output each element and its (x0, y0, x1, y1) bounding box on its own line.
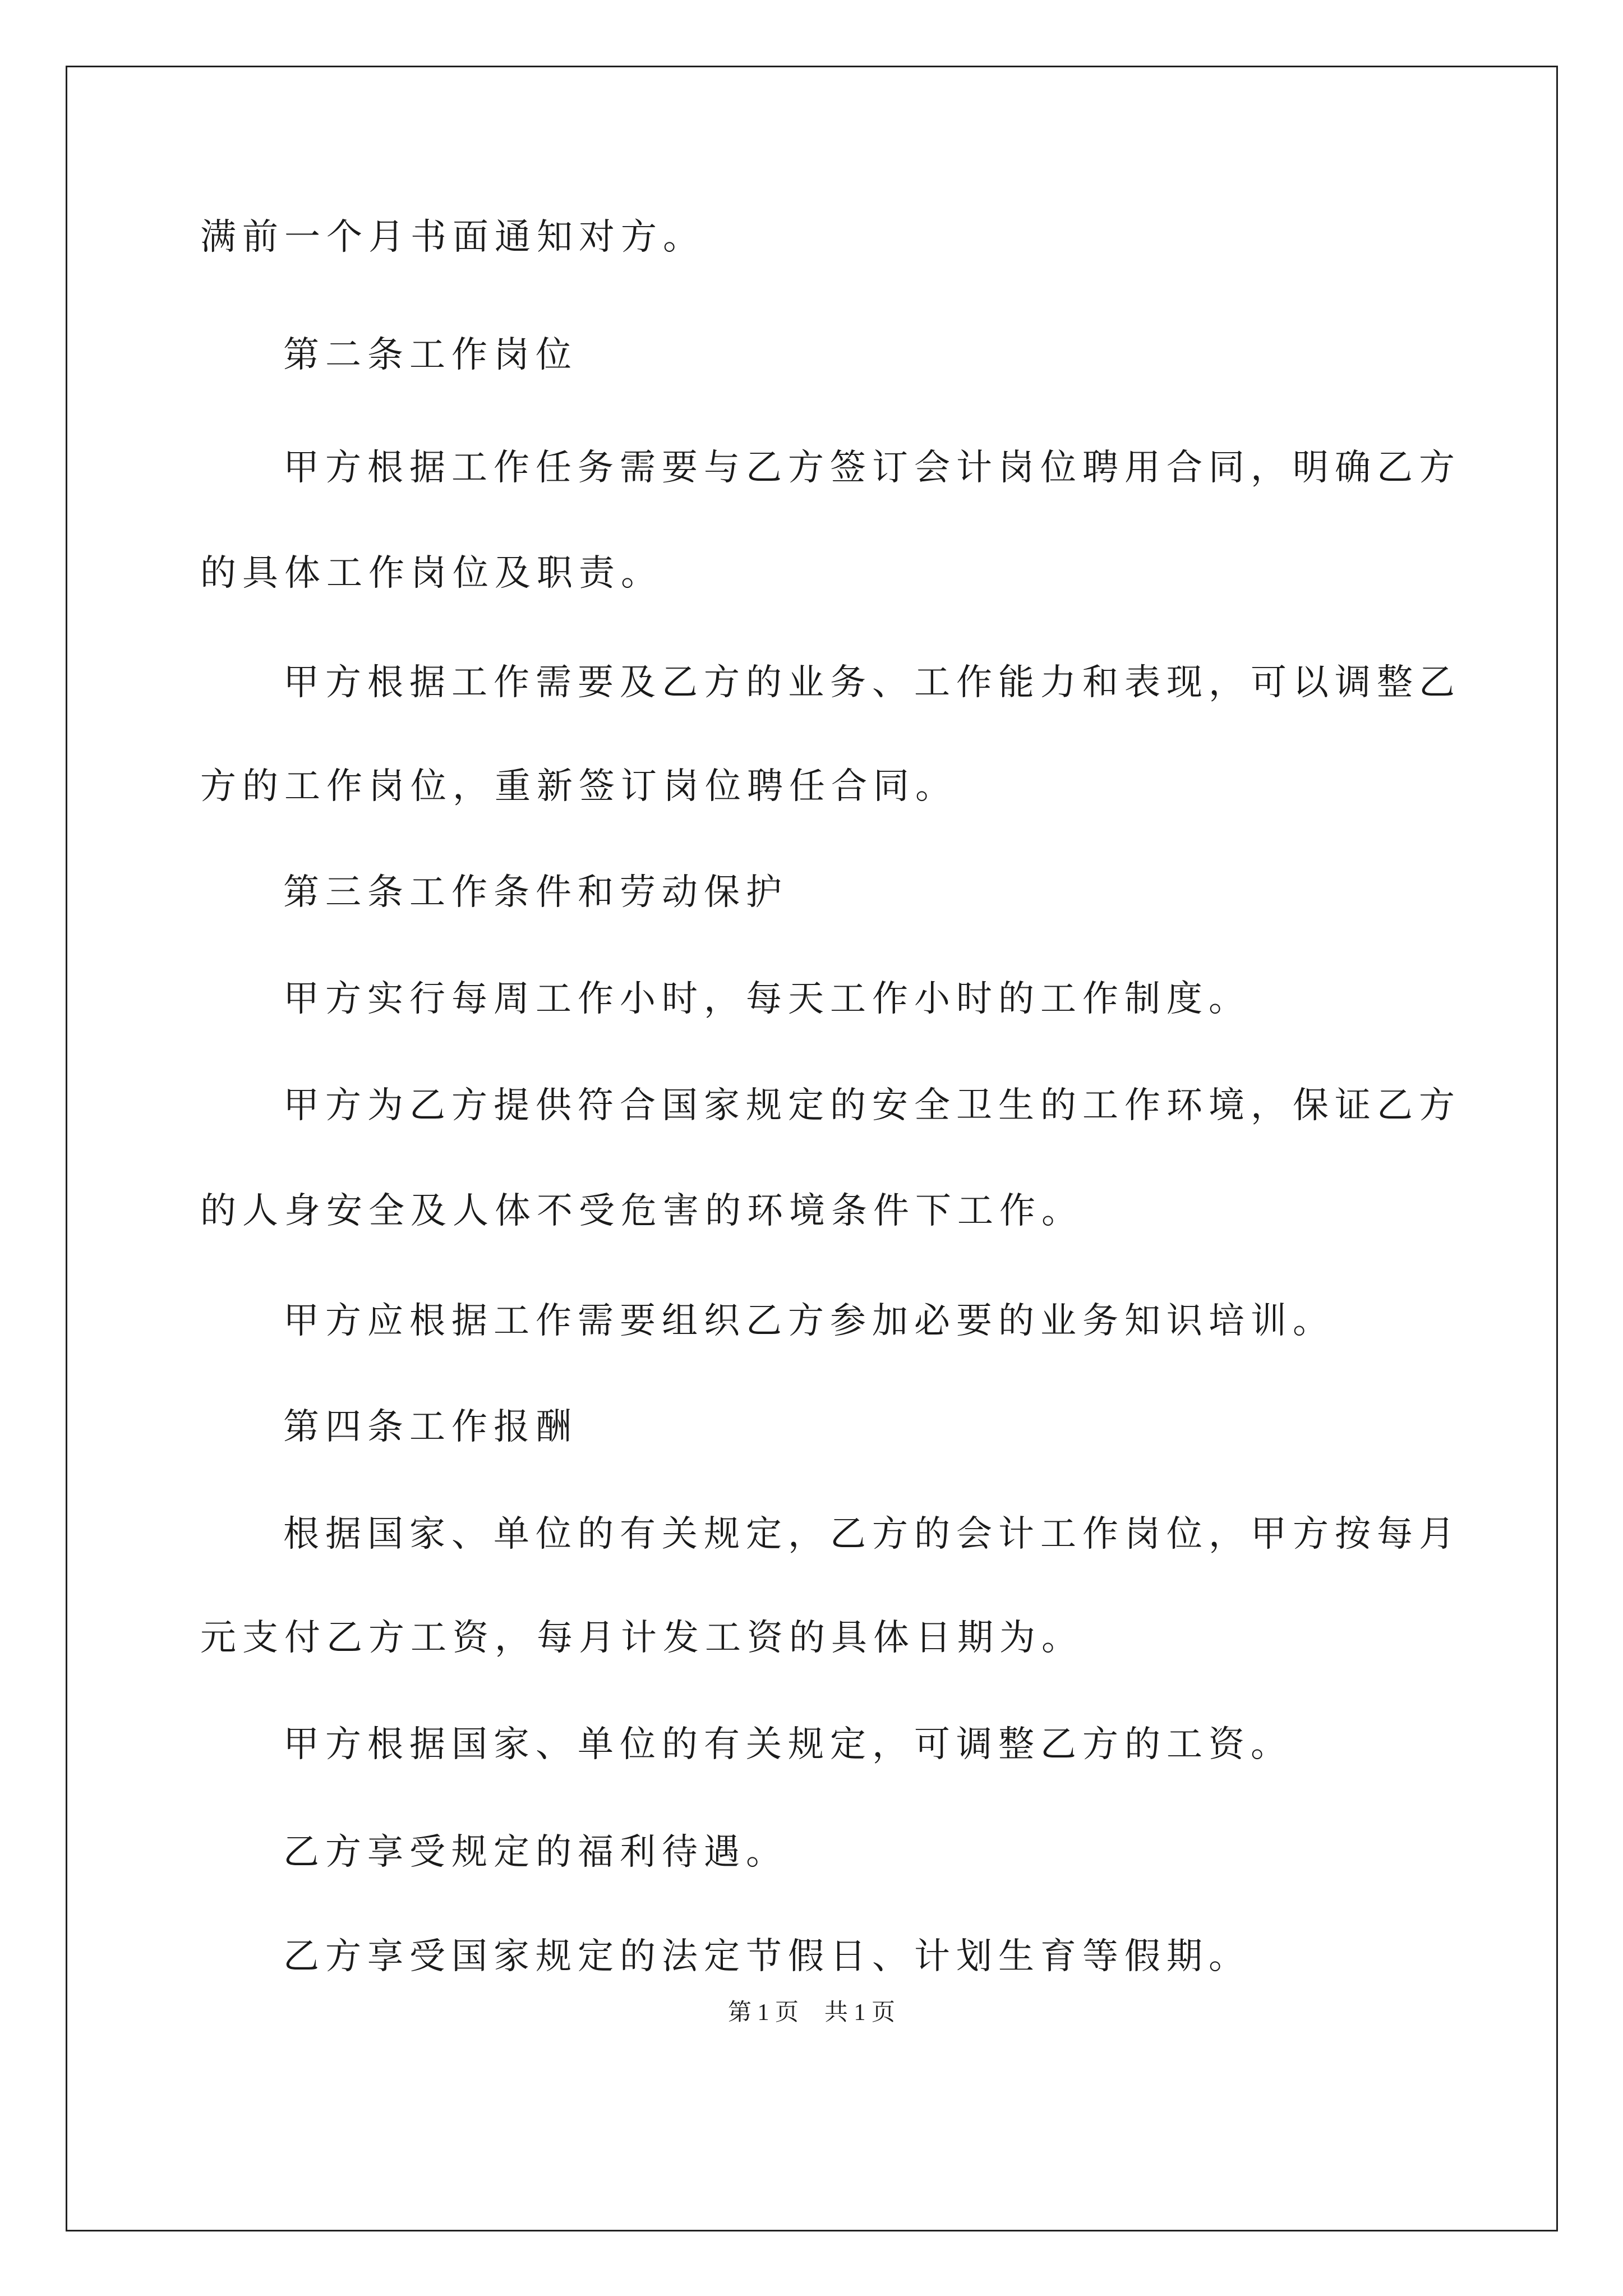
paragraph-line: 甲方根据国家、单位的有关规定，可调整乙方的工资。 (283, 1724, 1293, 1765)
paragraph-line: 的具体工作岗位及职责。 (200, 553, 663, 594)
section-heading: 第四条工作报酬 (283, 1406, 578, 1448)
paragraph-line: 甲方根据工作任务需要与乙方签订会计岗位聘用合同，明确乙方 (283, 447, 1461, 489)
page-total: 共 1 页 (824, 2000, 896, 2026)
page-number: 第 1 页 (727, 2000, 799, 2026)
paragraph-line: 乙方享受规定的福利待遇。 (283, 1832, 788, 1873)
paragraph-line: 满前一个月书面通知对方。 (200, 217, 705, 258)
paragraph-line: 乙方享受国家规定的法定节假日、计划生育等假期。 (283, 1936, 1251, 1977)
paragraph-line: 甲方为乙方提供符合国家规定的安全卫生的工作环境，保证乙方 (283, 1085, 1461, 1126)
paragraph-line: 甲方应根据工作需要组织乙方参加必要的业务知识培训。 (283, 1300, 1335, 1342)
paragraph-line: 的人身安全及人体不受危害的环境条件下工作。 (200, 1190, 1083, 1232)
section-heading: 第三条工作条件和劳动保护 (283, 872, 788, 913)
paragraph-line: 根据国家、单位的有关规定，乙方的会计工作岗位，甲方按每月 (283, 1513, 1461, 1555)
page-border (66, 66, 1558, 2231)
section-heading: 第二条工作岗位 (283, 334, 578, 376)
paragraph-line: 方的工作岗位，重新签订岗位聘任合同。 (200, 766, 957, 807)
paragraph-line: 甲方根据工作需要及乙方的业务、工作能力和表现，可以调整乙 (283, 662, 1461, 703)
page-footer (0, 1997, 1623, 2028)
paragraph-line: 元支付乙方工资，每月计发工资的具体日期为。 (200, 1617, 1083, 1659)
paragraph-line: 甲方实行每周工作小时，每天工作小时的工作制度。 (283, 978, 1251, 1020)
